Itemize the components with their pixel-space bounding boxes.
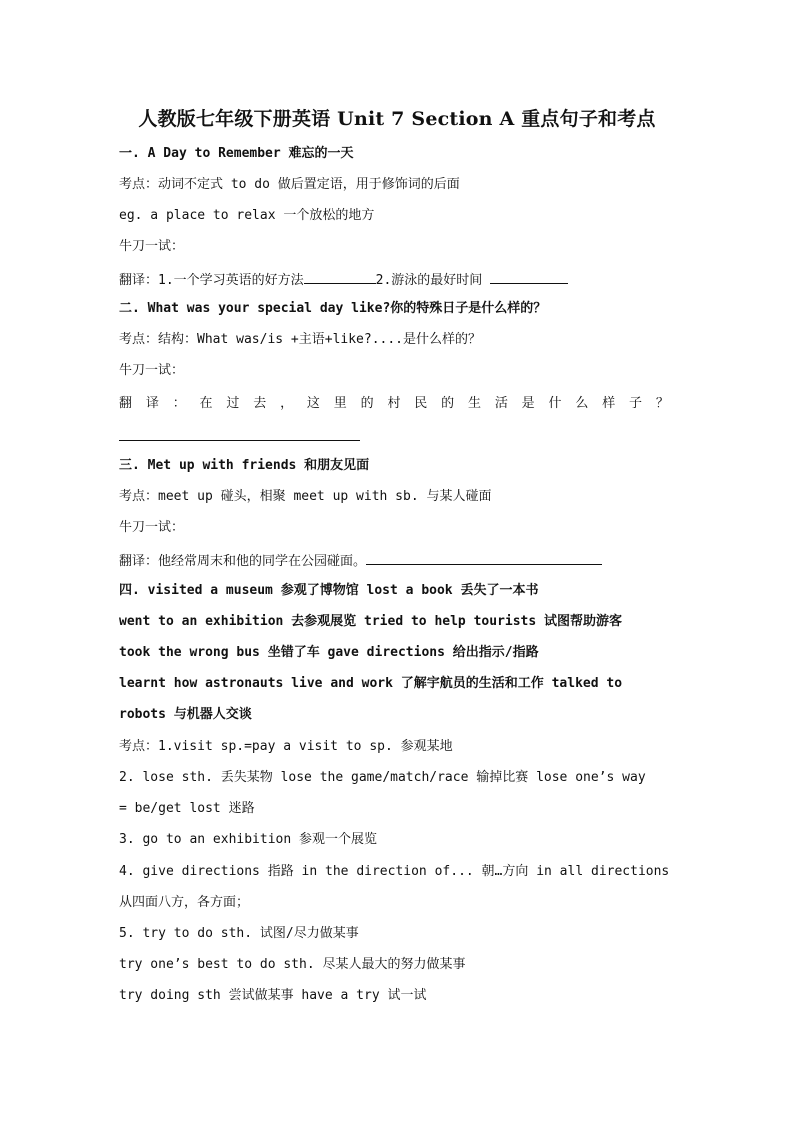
translation-char: 翻 (119, 396, 133, 411)
translation-char: 活 (494, 396, 508, 411)
section-3-try-label: 牛刀一试： (119, 520, 185, 535)
section-4-line-4: learnt how astronauts live and work 了解宇航员的生活和工作 talked to (119, 676, 623, 691)
translation-char: 么 (575, 396, 589, 411)
section-4-point-4b: 从四面八方，各方面； (119, 895, 250, 910)
translation-char: 去 (253, 396, 267, 411)
section-4-point-2a: 2. lose sth. 丢失某物 lose the game/match/race 输掉比赛 lose one’s way (119, 770, 646, 785)
section-1-point: 考点：动词不定式 to do 做后置定语，用于修饰词的后面 (119, 177, 460, 192)
section-1-example: eg. a place to relax 一个放松的地方 (119, 208, 375, 223)
section-4-line-5: robots 与机器人交谈 (119, 707, 252, 722)
translation-char: 样 (602, 396, 616, 411)
translation-char: 的 (360, 396, 374, 411)
answer-blank-2[interactable] (490, 269, 568, 284)
section-4-point-5: 5. try to do sth. 试图/尽力做某事 (119, 926, 359, 941)
translation-char: 是 (521, 396, 535, 411)
section-2-heading: 二. What was your special day like?你的特殊日子是什么样的？ (119, 301, 547, 316)
section-4-point-7: try doing sth 尝试做某事 have a try 试一试 (119, 988, 427, 1003)
answer-blank-1[interactable] (304, 269, 376, 284)
section-4-point-2b: = be/get lost 迷路 (119, 801, 255, 816)
section-4-point-4a: 4. give directions 指路 in the direction of... 朝…方向 in all directions (119, 864, 670, 879)
translation-char: 子 (629, 396, 643, 411)
translation-char: ， (280, 396, 294, 411)
answer-blank-4[interactable] (366, 550, 602, 565)
translation-char: 民 (414, 396, 428, 411)
translation-char: ： (172, 396, 186, 411)
translation-char: 里 (333, 396, 347, 411)
translation-char: 生 (467, 396, 481, 411)
section-2-try-label: 牛刀一试： (119, 363, 185, 378)
section-4-line-2: went to an exhibition 去参观展览 tried to help tourists 试图帮助游客 (119, 614, 623, 629)
translation-char: 在 (199, 396, 213, 411)
section-1-translation-b: 2.游泳的最好时间 (375, 273, 491, 288)
section-4-point-1: 考点：1.visit sp.=pay a visit to sp. 参观某地 (119, 739, 453, 754)
answer-blank-3[interactable] (119, 440, 360, 441)
section-3-point: 考点：meet up 碰头，相聚 meet up with sb. 与某人碰面 (119, 489, 492, 504)
translation-char: 村 (387, 396, 401, 411)
section-2-translation (119, 395, 669, 413)
section-4-line-1: 四. visited a museum 参观了博物馆 lost a book 丢失了一本书 (119, 583, 539, 598)
section-3-heading: 三. Met up with friends 和朋友见面 (119, 458, 370, 473)
section-4-line-3: took the wrong bus 坐错了车 gave directions 给出指示/指路 (119, 645, 539, 660)
section-2-point: 考点：结构：What was/is +主语+like?....是什么样的？ (119, 332, 482, 347)
section-3-translation (119, 550, 602, 571)
translation-char: 译 (145, 396, 159, 411)
translation-char: 这 (306, 396, 320, 411)
section-1-heading: 一. A Day to Remember 难忘的一天 (119, 146, 354, 161)
translation-char: 什 (548, 396, 562, 411)
section-1-try-label: 牛刀一试： (119, 239, 185, 254)
section-1-translation-a: 翻译：1.一个学习英语的好方法 (119, 273, 304, 288)
translation-char: 的 (441, 396, 455, 411)
section-4-point-6: try one’s best to do sth. 尽某人最大的努力做某事 (119, 957, 466, 972)
translation-char: ？ (655, 396, 669, 411)
translation-char: 过 (226, 396, 240, 411)
document-title: 人教版七年级下册英语 Unit 7 Section A 重点句子和考点 (138, 108, 656, 130)
section-3-translation-text: 翻译：他经常周末和他的同学在公园碰面。 (119, 554, 367, 569)
section-1-translation (119, 269, 568, 290)
section-4-point-3: 3. go to an exhibition 参观一个展览 (119, 832, 378, 847)
